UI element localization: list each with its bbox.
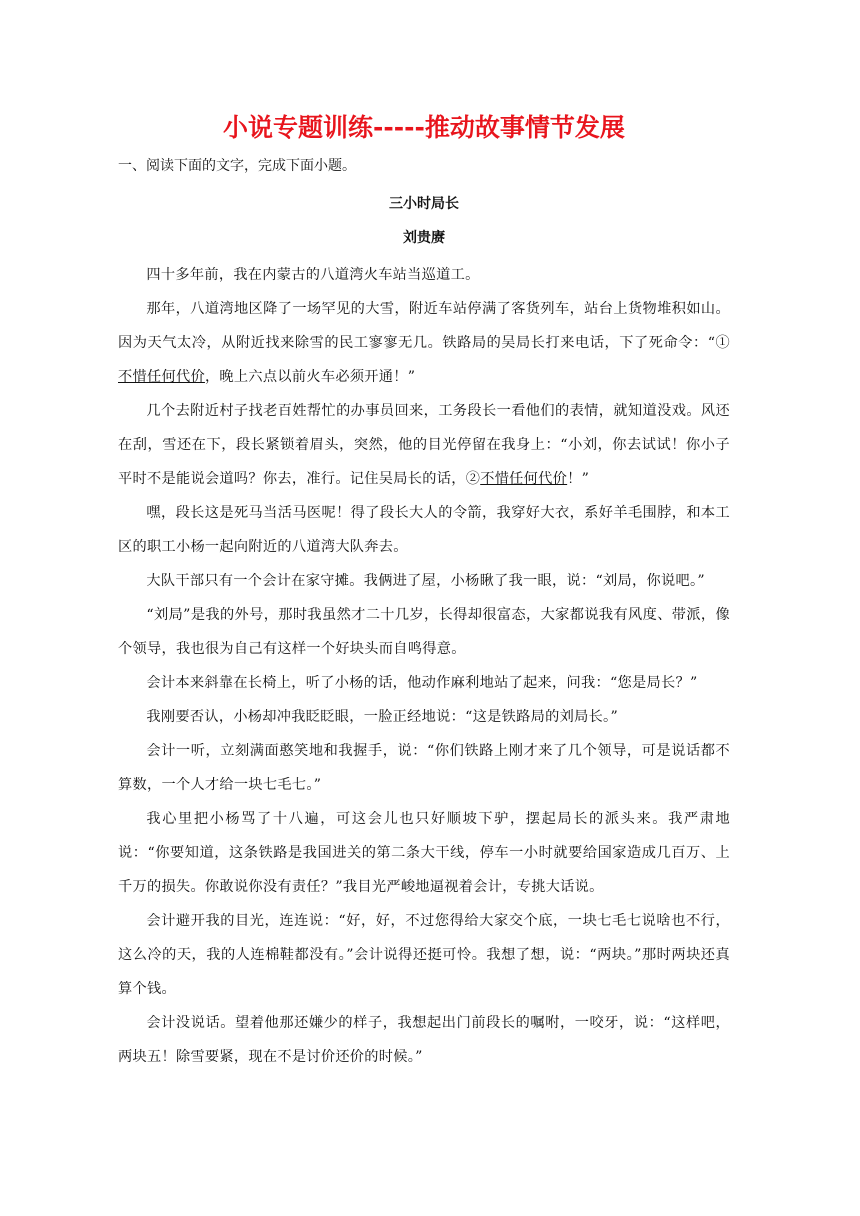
story-paragraph: 那年，八道湾地区降了一场罕见的大雪，附近车站停满了客货列车，站台上货物堆积如山。因为天气太冷，从附近找来除雪的民工寥寥无几。铁路局的吴局长打来电话，下了死命令：“①不惜任何代价，晚上六点以前火车必须开通！” [118,301,730,385]
story-paragraph: 四十多年前，我在内蒙古的八道湾火车站当巡道工。 [146,267,480,283]
underlined-phrase: 不惜任何代价 [118,369,205,385]
story-author: 刘贵赓 [403,230,445,246]
document-title: 小说专题训练-----推动故事情节发展 [223,113,625,142]
story-paragraph: 我刚要否认，小杨却冲我眨眨眼，一脸正经地说：“这是铁路局的刘局长。” [146,709,618,725]
story-paragraph: “刘局”是我的外号，那时我虽然才二十几岁，长得却很富态，大家都说我有风度、带派，像个领导，我也很为自己有这样一个好块头而自鸣得意。 [118,607,730,657]
story-title: 三小时局长 [389,196,459,212]
story-paragraph: 会计本来斜靠在长椅上，听了小杨的话，他动作麻利地站了起来，问我：“您是局长？” [146,675,698,691]
question-instruction: 一、阅读下面的文字，完成下面小题。 [118,158,356,174]
story-paragraph: 会计避开我的目光，连连说：“好，好，不过您得给大家交个底，一块七毛七说啥也不行，这么冷的天，我的人连棉鞋都没有。”会计说得还挺可怜。我想了想，说：“两块。”那时两块还真算个钱。 [118,913,730,997]
story-paragraph: 几个去附近村子找老百姓帮忙的办事员回来，工务段长一看他们的表情，就知道没戏。风还在刮，雪还在下，段长紧锁着眉头，突然，他的目光停留在我身上：“小刘，你去试试！你小子平时不是能说会道吗？你去，准行。记住吴局长的话，②不惜任何代价！” [118,403,730,487]
story-paragraph: 嘿，段长这是死马当活马医呢！得了段长大人的令箭，我穿好大衣，系好羊毛围脖，和本工区的职工小杨一起向附近的八道湾大队奔去。 [118,505,730,555]
document-page [118,108,730,1074]
story-paragraph: 大队干部只有一个会计在家守摊。我俩进了屋，小杨瞅了我一眼，说：“刘局，你说吧。” [146,573,705,589]
story-paragraph: 会计一听，立刻满面憨笑地和我握手，说：“你们铁路上刚才来了几个领导，可是说话都不算数，一个人才给一块七毛七。” [118,743,730,793]
underlined-phrase: 不惜任何代价 [480,471,568,487]
story-paragraph: 会计没说话。望着他那还嫌少的样子，我想起出门前段长的嘱咐，一咬牙，说：“这样吧，两块五！除雪要紧，现在不是讨价还价的时候。” [118,1015,730,1065]
story-paragraph: 我心里把小杨骂了十八遍，可这会儿也只好顺坡下驴，摆起局长的派头来。我严肃地说：“你要知道，这条铁路是我国进关的第二条大干线，停车一小时就要给国家造成几百万、上千万的损失。你敢说你没有责任？”我目光严峻地逼视着会计，专挑大话说。 [118,811,730,895]
story-body [118,258,730,1074]
